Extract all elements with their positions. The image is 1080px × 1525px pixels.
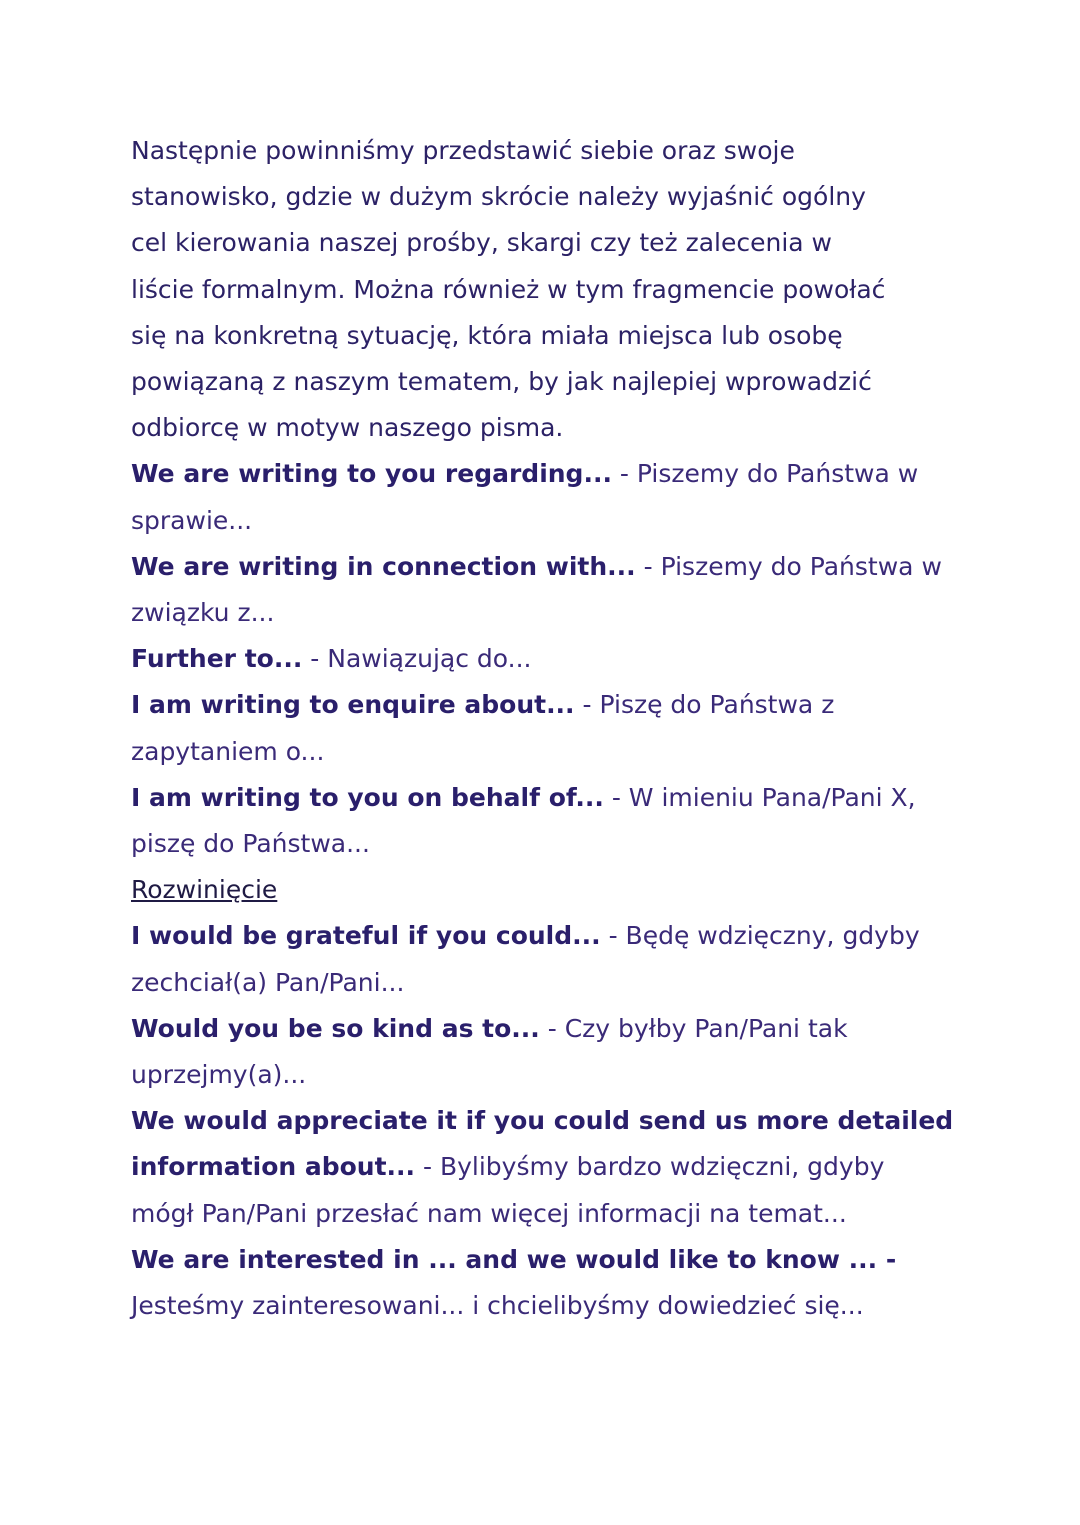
phrase-line: [131, 775, 961, 821]
separator: -: [600, 921, 626, 951]
polish-translation: zapytaniem o...: [131, 736, 325, 766]
separator: -: [611, 459, 637, 489]
polish-translation: zechciał(a) Pan/Pani...: [131, 967, 405, 997]
english-phrase: We are interested in ... and we would like to know ...: [131, 1244, 878, 1274]
polish-translation: Jesteśmy zainteresowani... i chcielibyśmy dowiedzieć się...: [131, 1291, 864, 1321]
separator: -: [877, 1244, 897, 1274]
separator: -: [539, 1013, 565, 1043]
section-heading: Rozwinięcie: [131, 875, 278, 905]
phrase-line: [131, 590, 961, 636]
phrase-line: [131, 913, 961, 959]
polish-translation: Bylibyśmy bardzo wdzięczni, gdyby: [439, 1152, 885, 1182]
polish-translation: W imieniu Pana/Pani X,: [628, 782, 916, 812]
phrase-line: [131, 682, 961, 728]
polish-translation: uprzejmy(a)...: [131, 1060, 307, 1090]
english-phrase: information about...: [131, 1152, 416, 1182]
phrase-line: [131, 1052, 961, 1098]
separator: -: [302, 644, 328, 674]
english-phrase: I am writing to you on behalf of...: [131, 782, 604, 812]
polish-translation: Czy byłby Pan/Pani tak: [564, 1013, 848, 1043]
separator: -: [635, 551, 661, 581]
separator: -: [574, 690, 600, 720]
english-phrase: I would be grateful if you could...: [131, 921, 601, 951]
phrase-line: [131, 636, 961, 682]
separator: -: [415, 1152, 440, 1182]
phrase-line: [131, 1283, 961, 1329]
english-phrase: We are writing to you regarding...: [131, 459, 612, 489]
polish-translation: Piszemy do Państwa w: [660, 551, 942, 581]
polish-translation: piszę do Państwa...: [131, 829, 370, 859]
polish-translation: sprawie...: [131, 505, 253, 535]
phrase-line: [131, 544, 961, 590]
english-phrase: We are writing in connection with...: [131, 551, 636, 581]
phrase-line: [131, 1191, 961, 1237]
phrase-line: [131, 1144, 961, 1190]
phrase-line: [131, 498, 961, 544]
polish-translation: mógł Pan/Pani przesłać nam więcej informacji na temat...: [131, 1198, 847, 1228]
polish-translation: Piszę do Państwa z: [599, 690, 835, 720]
english-phrase: Would you be so kind as to...: [131, 1013, 540, 1043]
phrase-line: [131, 1237, 961, 1283]
polish-translation: Nawiązując do...: [327, 644, 532, 674]
intro-line: powiązaną z naszym tematem, by jak najlepiej wprowadzić: [131, 367, 872, 397]
intro-line: liście formalnym. Można również w tym fragmencie powołać: [131, 274, 886, 304]
phrase-line: [131, 1098, 961, 1144]
intro-line: odbiorcę w motyw naszego pisma.: [131, 413, 564, 443]
intro-line: Następnie powinniśmy przedstawić siebie oraz swoje: [131, 136, 795, 165]
polish-translation: Piszemy do Państwa w: [636, 459, 919, 489]
polish-translation: Będę wdzięczny, gdyby: [625, 921, 920, 951]
phrase-line: [131, 960, 961, 1006]
intro-line: stanowisko, gdzie w dużym skrócie należy wyjaśnić ogólny: [131, 182, 866, 212]
polish-translation: związku z...: [131, 598, 275, 628]
english-phrase: We would appreciate it if you could send us more detailed: [131, 1106, 954, 1136]
english-phrase: I am writing to enquire about...: [131, 690, 575, 720]
phrase-line: [131, 821, 961, 867]
intro-line: się na konkretną sytuację, która miała miejsca lub osobę: [131, 320, 843, 350]
phrase-line: [131, 1006, 961, 1052]
english-phrase: Further to...: [131, 644, 303, 674]
intro-line: cel kierowania naszej prośby, skargi czy też zalecenia w: [131, 228, 832, 258]
separator: -: [603, 782, 629, 812]
document-page: [131, 128, 961, 1329]
phrase-line: [131, 451, 961, 497]
phrase-line: [131, 729, 961, 775]
